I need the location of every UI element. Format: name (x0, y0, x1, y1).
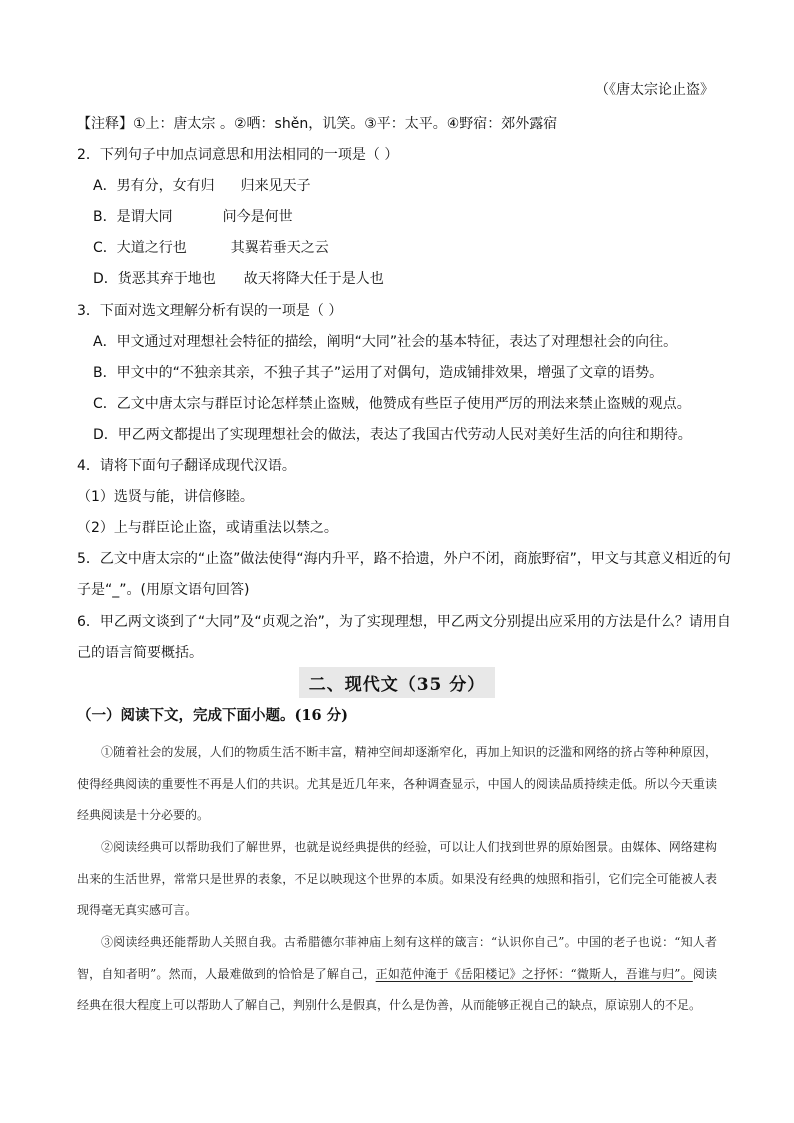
reading-paragraph-2: ②阅读经典可以帮助我们了解世界，也就是说经典提供的经验，可以让人们找到世界的原始图景。由媒体、网络建构出来的生活世界，常常只是世界的表象，不足以映现这个世界的本质。如果没有经典的烛照和指引，它们完全可能被人表现得毫无真实感可言。 (77, 840, 717, 917)
question-4-item-2: （2）上与群臣论止盗，或请重法以禁之。 (77, 520, 338, 536)
question-3-option-d: D．甲乙两文都提出了实现理想社会的做法，表达了我国古代劳动人民对美好生活的向往和期待。 (93, 427, 692, 443)
section-heading-wrap (0, 667, 794, 698)
question-6-line-1: 6．甲乙两文谈到了“大同”及“贞观之治”，为了实现理想，甲乙两文分别提出应采用的方法是什么？请用自 (77, 614, 731, 630)
reading-paragraph-3: ③阅读经典还能帮助人关照自我。古希腊德尔菲神庙上刻有这样的箴言：“认识你自己”。中国的老子也说：“知人者智，自知者明”。然而，人最难做到的恰恰是了解自己，正如范仲淹于《岳阳楼记》之抒怀：“微斯人，吾谁与归”。阅读经典在很大程度上可以帮助人了解自己，判别什么是假真，什么是伪善，从而能够正视自己的缺点，原谅别人的不足。 (77, 935, 717, 1012)
question-3-option-a: A．甲文通过对理想社会特征的描绘，阐明“大同”社会的基本特征，表达了对理想社会的向往。 (93, 334, 678, 350)
source-citation: （《唐太宗论止盗》 (595, 82, 714, 98)
question-3-option-b: B．甲文中的“不独亲其亲，不独子其子”运用了对偶句，造成铺排效果，增强了文章的语势。 (93, 365, 664, 381)
question-2-stem: 2．下列句子中加点词意思和用法相同的一项是（ ） (77, 147, 399, 163)
question-5-line-1: 5．乙文中唐太宗的“止盗”做法使得“海内升平，路不拾遗，外户不闭，商旅野宿”，甲文与其意义相近的句 (77, 551, 731, 567)
question-3-option-c: C．乙文中唐太宗与群臣讨论怎样禁止盗贼，他赞成有些臣子使用严厉的刑法来禁止盗贼的观点。 (93, 396, 691, 412)
underlined-quote: 正如范仲淹于《岳阳楼记》之抒怀：“微斯人，吾谁与归”。 (375, 966, 693, 981)
question-2-option-c: C．大道之行也 其翼若垂天之云 (93, 240, 329, 256)
reading-paragraph-1: ①随着社会的发展，人们的物质生活不断丰富，精神空间却逐渐窄化，再加上知识的泛滥和网络的挤占等种种原因，使得经典阅读的重要性不再是人们的共识。尤其是近几年来，各种调查显示，中国人的阅读品质持续走低。所以今天重读经典阅读是十分必要的。 (77, 745, 717, 822)
question-4-item-1: （1）选贤与能，讲信修睦。 (77, 489, 254, 505)
question-4-stem: 4．请将下面句子翻译成现代汉语。 (77, 458, 296, 474)
question-2-option-a: A．男有分，女有归 归来见天子 (93, 178, 311, 194)
question-5-line-2: 子是“_”。(用原文语句回答) (77, 582, 250, 598)
question-6-line-2: 己的语言简要概括。 (77, 645, 203, 661)
question-2-option-b: B．是谓大同 问今是何世 (93, 209, 293, 225)
annotation-note: 【注释】①上：唐太宗 。②哂：shěn，讥笑。③平：太平。④野宿：郊外露宿 (77, 116, 558, 132)
question-2-option-d: D．货恶其弃于地也 故天将降大任于是人也 (93, 271, 384, 287)
section-heading: 二、现代文（35 分） (299, 667, 496, 698)
subsection-heading: （一）阅读下文，完成下面小题。(16 分) (77, 707, 348, 724)
question-3-stem: 3．下面对选文理解分析有误的一项是（ ） (77, 303, 343, 319)
